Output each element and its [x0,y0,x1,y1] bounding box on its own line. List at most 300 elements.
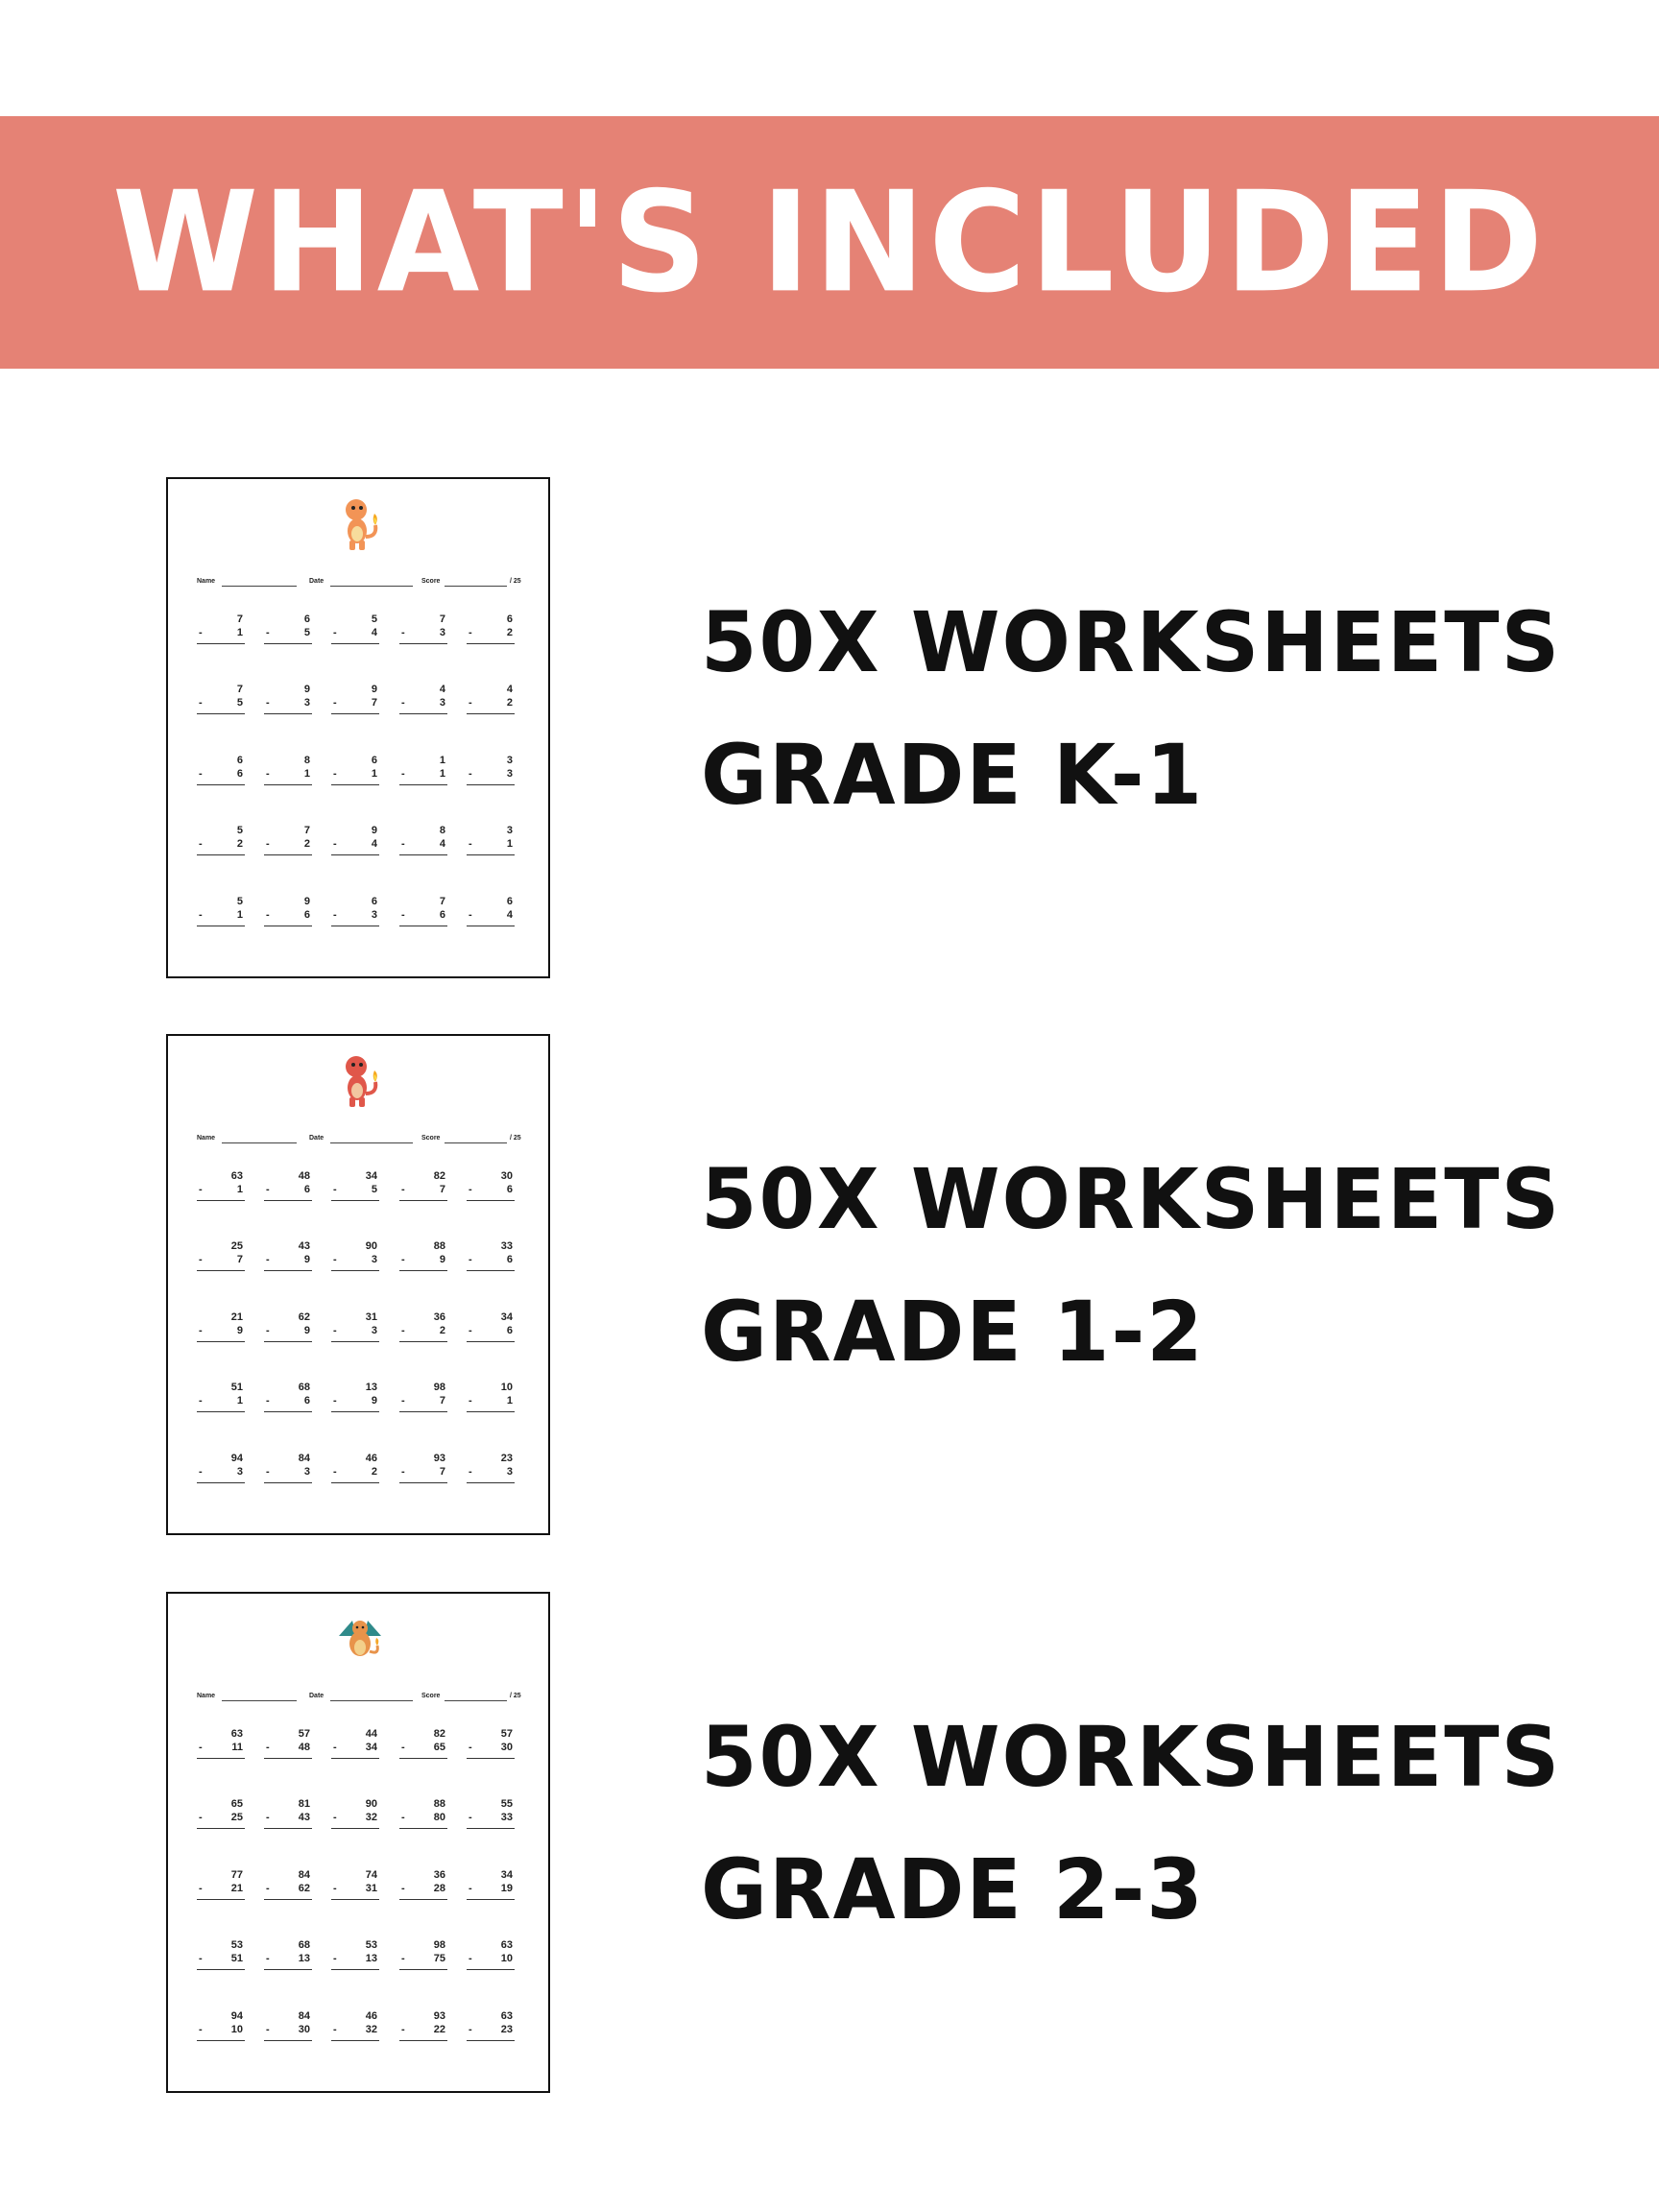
minuend: 55 [500,1798,513,1810]
subtraction-problem [197,1170,245,1209]
answer-line [264,1341,312,1342]
minuend: 7 [303,825,310,836]
subtrahend: 1 [439,768,445,780]
subtrahend: 3 [303,697,310,709]
subtrahend: 3 [439,627,445,638]
subtrahend: 13 [365,1953,377,1964]
answer-line [331,1969,379,1970]
minus-sign: - [401,1254,405,1265]
minus-sign: - [266,1953,270,1964]
score-label: Score [421,578,441,585]
minus-sign: - [266,697,270,709]
minuend: 90 [365,1240,377,1252]
minuend: 36 [433,1311,445,1323]
minus-sign: - [199,627,203,638]
minuend: 63 [500,1939,513,1951]
score-label: Score [421,1693,441,1699]
subtrahend: 3 [506,768,513,780]
minus-sign: - [469,1883,472,1894]
minus-sign: - [266,627,270,638]
subtraction-problem [331,613,379,652]
subtraction-problem [467,1311,515,1350]
subtraction-problem [264,613,312,652]
answer-line [197,1482,245,1483]
subtraction-problem [467,1869,515,1908]
subtrahend: 5 [236,697,243,709]
minus-sign: - [401,1742,405,1753]
subtraction-problem [399,1382,447,1420]
minus-sign: - [401,1184,405,1195]
answer-line [264,1482,312,1483]
subtrahend: 3 [371,1254,377,1265]
answer-line [197,643,245,644]
answer-line [331,854,379,855]
minus-sign: - [401,768,405,780]
worksheet-preview [166,477,550,978]
subtrahend: 9 [371,1395,377,1407]
minuend: 68 [298,1939,310,1951]
minuend: 33 [500,1240,513,1252]
subtraction-problem [197,896,245,934]
minuend: 9 [303,684,310,695]
minuend: 9 [303,896,310,907]
subtraction-problem [264,2010,312,2049]
subtrahend: 28 [433,1883,445,1894]
subtraction-problem [399,896,447,934]
subtraction-problem [399,825,447,863]
subtraction-problem [467,1939,515,1978]
subtrahend: 22 [433,2024,445,2035]
answer-line [331,1828,379,1829]
subtrahend: 2 [439,1325,445,1336]
minuend: 82 [433,1170,445,1182]
subtraction-problem [197,2010,245,2049]
minus-sign: - [199,1395,203,1407]
minuend: 63 [230,1170,243,1182]
minuend: 57 [298,1728,310,1740]
minus-sign: - [199,1254,203,1265]
answer-line [467,1758,515,1759]
subtraction-problem [467,1382,515,1420]
minus-sign: - [401,1883,405,1894]
answer-line [197,1828,245,1829]
subtrahend: 7 [371,697,377,709]
subtrahend: 3 [303,1466,310,1478]
minus-sign: - [199,1812,203,1823]
minuend: 7 [236,684,243,695]
minuend: 51 [230,1382,243,1393]
subtrahend: 1 [506,1395,513,1407]
subtraction-problem [399,1869,447,1908]
answer-line [264,1969,312,1970]
subtraction-problem [399,1939,447,1978]
subtraction-problem [467,684,515,722]
answer-line [264,1270,312,1271]
minuend: 5 [236,825,243,836]
subtrahend: 80 [433,1812,445,1823]
minus-sign: - [469,1953,472,1964]
minuend: 6 [371,896,377,907]
problem-grid [197,1728,528,2064]
minus-sign: - [333,1466,337,1478]
subtraction-problem [399,1798,447,1837]
minus-sign: - [199,2024,203,2035]
subtrahend: 1 [236,1395,243,1407]
name-line [222,1142,297,1143]
minus-sign: - [401,1953,405,1964]
subtraction-problem [467,1728,515,1767]
minuend: 10 [500,1382,513,1393]
subtraction-problem [197,1869,245,1908]
subtrahend: 1 [303,768,310,780]
date-line [330,1700,413,1701]
subtrahend: 25 [230,1812,243,1823]
answer-line [331,1341,379,1342]
grade-label: GRADE 1-2 [701,1283,1205,1381]
subtraction-problem [467,825,515,863]
minus-sign: - [333,768,337,780]
minuend: 36 [433,1869,445,1881]
subtraction-problem [264,1939,312,1978]
subtraction-problem [264,1869,312,1908]
minuend: 53 [230,1939,243,1951]
minuend: 1 [439,755,445,766]
minuend: 46 [365,2010,377,2022]
answer-line [399,1411,447,1412]
answer-line [467,1482,515,1483]
minus-sign: - [333,1742,337,1753]
subtrahend: 4 [371,627,377,638]
minus-sign: - [401,909,405,921]
subtraction-problem [399,1240,447,1279]
score-line [445,1700,507,1701]
subtraction-problem [197,755,245,793]
answer-line [399,1969,447,1970]
minuend: 84 [298,1869,310,1881]
subtrahend: 1 [371,768,377,780]
minus-sign: - [333,627,337,638]
minuend: 65 [230,1798,243,1810]
subtrahend: 9 [303,1254,310,1265]
subtrahend: 75 [433,1953,445,1964]
problem-grid [197,613,528,950]
subtrahend: 51 [230,1953,243,1964]
answer-line [467,1411,515,1412]
minus-sign: - [401,627,405,638]
minuend: 63 [230,1728,243,1740]
minus-sign: - [199,1883,203,1894]
answer-line [331,1482,379,1483]
answer-line [399,1482,447,1483]
subtrahend: 32 [365,2024,377,2035]
subtrahend: 3 [371,1325,377,1336]
problem-grid [197,1170,528,1506]
answer-line [467,854,515,855]
minuend: 6 [303,613,310,625]
answer-line [467,1969,515,1970]
grade-label: GRADE K-1 [701,726,1205,824]
minus-sign: - [469,1466,472,1478]
answer-line [399,854,447,855]
subtrahend: 48 [298,1742,310,1753]
subtrahend: 32 [365,1812,377,1823]
subtrahend: 6 [506,1184,513,1195]
minus-sign: - [469,2024,472,2035]
worksheet-count-label: 50X WORKSHEETS [701,1150,1562,1248]
minuend: 8 [439,825,445,836]
minuend: 25 [230,1240,243,1252]
subtraction-problem [467,1798,515,1837]
answer-line [197,1899,245,1900]
subtraction-problem [264,1311,312,1350]
subtraction-problem [264,1240,312,1279]
charizard-icon [331,1607,389,1669]
answer-line [264,2040,312,2041]
minus-sign: - [333,697,337,709]
minus-sign: - [401,1395,405,1407]
subtraction-problem [331,1728,379,1767]
minuend: 34 [500,1311,513,1323]
answer-line [467,1828,515,1829]
minuend: 4 [506,684,513,695]
minus-sign: - [266,838,270,850]
minus-sign: - [401,2024,405,2035]
subtrahend: 2 [506,627,513,638]
subtrahend: 7 [236,1254,243,1265]
minuend: 68 [298,1382,310,1393]
subtraction-problem [331,1170,379,1209]
worksheet-header [197,578,523,588]
answer-line [264,643,312,644]
answer-line [331,1758,379,1759]
subtraction-problem [467,613,515,652]
minuend: 44 [365,1728,377,1740]
score-total: / 25 [510,1693,521,1699]
subtrahend: 10 [230,2024,243,2035]
subtraction-problem [331,1939,379,1978]
minus-sign: - [469,1812,472,1823]
worksheet-item [0,1592,1659,2097]
minus-sign: - [469,1395,472,1407]
answer-line [197,1969,245,1970]
minus-sign: - [401,1325,405,1336]
subtraction-problem [197,1939,245,1978]
subtrahend: 65 [433,1742,445,1753]
minuend: 46 [365,1453,377,1464]
answer-line [331,713,379,714]
worksheet-count-label: 50X WORKSHEETS [701,1708,1562,1806]
answer-line [467,2040,515,2041]
subtraction-problem [331,684,379,722]
minuend: 31 [365,1311,377,1323]
minus-sign: - [266,1184,270,1195]
worksheet-preview [166,1034,550,1535]
subtraction-problem [331,755,379,793]
subtrahend: 62 [298,1883,310,1894]
answer-line [467,1899,515,1900]
subtrahend: 30 [298,2024,310,2035]
answer-line [197,1758,245,1759]
answer-line [399,2040,447,2041]
minuend: 84 [298,2010,310,2022]
minuend: 93 [433,1453,445,1464]
minus-sign: - [333,909,337,921]
answer-line [197,784,245,785]
answer-line [399,1270,447,1271]
subtrahend: 1 [236,1184,243,1195]
worksheet-item [0,477,1659,982]
minus-sign: - [333,1395,337,1407]
answer-line [399,1758,447,1759]
minus-sign: - [333,838,337,850]
subtraction-problem [197,825,245,863]
minuend: 6 [506,896,513,907]
answer-line [264,784,312,785]
minus-sign: - [266,1395,270,1407]
minus-sign: - [266,1254,270,1265]
minuend: 6 [371,755,377,766]
name-label: Name [197,1693,216,1699]
answer-line [197,1270,245,1271]
answer-line [197,2040,245,2041]
minuend: 34 [365,1170,377,1182]
minuend: 5 [371,613,377,625]
minus-sign: - [401,1466,405,1478]
subtrahend: 7 [439,1466,445,1478]
name-line [222,1700,297,1701]
minus-sign: - [266,1742,270,1753]
minuend: 23 [500,1453,513,1464]
subtraction-problem [264,684,312,722]
score-line [445,586,507,587]
answer-line [264,1899,312,1900]
name-line [222,586,297,587]
minus-sign: - [333,1883,337,1894]
subtrahend: 6 [506,1254,513,1265]
minuend: 82 [433,1728,445,1740]
minus-sign: - [469,1184,472,1195]
header-banner [0,116,1659,369]
subtrahend: 21 [230,1883,243,1894]
subtraction-problem [331,1382,379,1420]
subtrahend: 30 [500,1742,513,1753]
subtrahend: 6 [236,768,243,780]
minuend: 6 [506,613,513,625]
subtraction-problem [197,684,245,722]
subtraction-problem [467,1453,515,1491]
answer-line [331,1270,379,1271]
subtrahend: 2 [303,838,310,850]
answer-line [331,784,379,785]
minuend: 48 [298,1170,310,1182]
subtrahend: 10 [500,1953,513,1964]
subtraction-problem [467,2010,515,2049]
subtrahend: 7 [439,1184,445,1195]
score-label: Score [421,1135,441,1142]
answer-line [399,1828,447,1829]
score-total: / 25 [510,1135,521,1142]
worksheet-count-label: 50X WORKSHEETS [701,593,1562,691]
subtrahend: 9 [303,1325,310,1336]
subtrahend: 34 [365,1742,377,1753]
minus-sign: - [469,768,472,780]
answer-line [264,1758,312,1759]
answer-line [399,784,447,785]
answer-line [399,713,447,714]
minuend: 88 [433,1240,445,1252]
minus-sign: - [199,1184,203,1195]
minuend: 57 [500,1728,513,1740]
subtraction-problem [197,1798,245,1837]
minuend: 90 [365,1798,377,1810]
minuend: 21 [230,1311,243,1323]
score-line [445,1142,507,1143]
answer-line [331,1411,379,1412]
answer-line [331,1899,379,1900]
subtraction-problem [331,2010,379,2049]
answer-line [467,1341,515,1342]
answer-line [197,1341,245,1342]
subtraction-problem [264,1728,312,1767]
answer-line [264,1828,312,1829]
subtrahend: 1 [506,838,513,850]
minus-sign: - [333,1184,337,1195]
minuend: 5 [236,896,243,907]
subtraction-problem [264,896,312,934]
minus-sign: - [469,627,472,638]
minuend: 4 [439,684,445,695]
minuend: 98 [433,1939,445,1951]
worksheet-item [0,1034,1659,1539]
subtraction-problem [399,1311,447,1350]
charmander-icon [331,493,389,554]
answer-line [197,1200,245,1201]
worksheet-preview [166,1592,550,2093]
answer-line [399,643,447,644]
answer-line [467,643,515,644]
subtrahend: 6 [303,909,310,921]
date-line [330,586,413,587]
minus-sign: - [469,1254,472,1265]
subtrahend: 5 [303,627,310,638]
minuend: 53 [365,1939,377,1951]
minus-sign: - [199,1953,203,1964]
minus-sign: - [469,1742,472,1753]
worksheet-header [197,1135,523,1144]
subtraction-problem [264,755,312,793]
minus-sign: - [333,1325,337,1336]
subtrahend: 31 [365,1883,377,1894]
subtrahend: 33 [500,1812,513,1823]
subtraction-problem [331,1798,379,1837]
subtraction-problem [399,1728,447,1767]
minuend: 9 [371,825,377,836]
subtrahend: 9 [439,1254,445,1265]
subtraction-problem [399,2010,447,2049]
minus-sign: - [469,909,472,921]
answer-line [467,784,515,785]
minuend: 9 [371,684,377,695]
subtraction-problem [467,755,515,793]
minuend: 63 [500,2010,513,2022]
minus-sign: - [199,1325,203,1336]
subtraction-problem [197,1453,245,1491]
subtrahend: 5 [371,1184,377,1195]
minuend: 84 [298,1453,310,1464]
answer-line [331,2040,379,2041]
answer-line [197,854,245,855]
subtrahend: 3 [439,697,445,709]
